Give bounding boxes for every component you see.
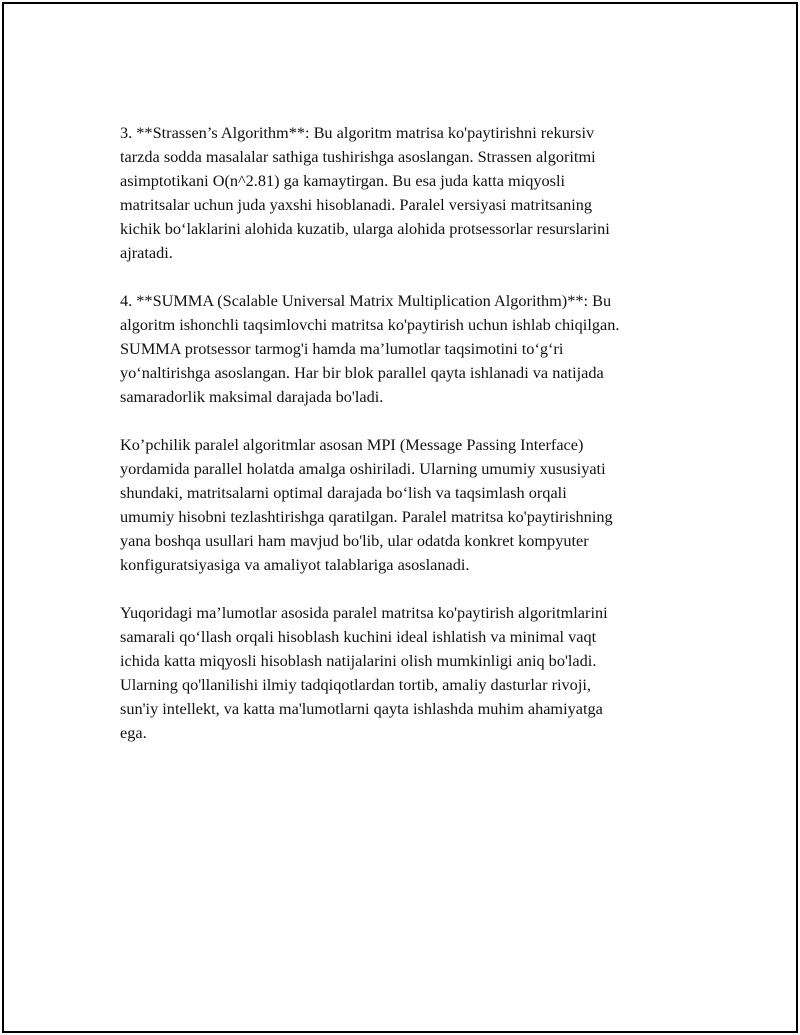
document-body <box>120 121 700 769</box>
paragraph-summa: 4. **SUMMA (Scalable Universal Matrix Multiplication Algorithm)**: Bu algoritm ishonchli taqsimlovchi matritsa ko'paytirish uchun ishlab chiqilgan. SUMMA protsessor tarmog'i hamda ma’lumotlar taqsimotini to‘g‘ri yo‘naltirishga asoslangan. Har bir blok parallel qayta ishlanadi va natijada samaradorlik maksimal darajada bo'ladi. <box>120 291 620 406</box>
paragraph-conclusion: Yuqoridagi ma’lumotlar asosida paralel matritsa ko'paytirish algoritmlarini samarali qo‘llash orqali hisoblash kuchini ideal ishlatish va minimal vaqt ichida katta miqyosli hisoblash natijalarini olish mumkinligi aniq bo'ladi. Ularning qo'llanilishi ilmiy tadqiqotlardan tortib, amaliy dasturlar rivoji, sun'iy intellekt, va katta ma'lumotlarni qayta ishlashda muhim ahamiyatga ega. <box>120 603 608 742</box>
document-page <box>2 2 798 1033</box>
paragraph-mpi: Ko’pchilik paralel algoritmlar asosan MPI (Message Passing Interface) yordamida parallel holatda amalga oshiriladi. Ularning umumiy xususiyati shundaki, matritsalarni optimal darajada bo‘lish va taqsimlash orqali umumiy hisobni tezlashtirishga qaratilgan. Paralel matritsa ko'paytirishning yana boshqa usullari ham mavjud bo'lib, ular odatda konkret kompyuter konfiguratsiyasiga va amaliyot talablariga asoslanadi. <box>120 435 613 574</box>
paragraph-strassen: 3. **Strassen’s Algorithm**: Bu algoritm matrisa ko'paytirishni rekursiv tarzda sodda masalalar sathiga tushirishga asoslangan. Strassen algoritmi asimptotikani O(n^2.81) ga kamaytirgan. Bu esa juda katta miqyosli matritsalar uchun juda yaxshi hisoblanadi. Paralel versiyasi matritsaning kichik bo‘laklarini alohida kuzatib, ularga alohida protsessorlar resurslarini ajratadi. <box>120 123 610 262</box>
